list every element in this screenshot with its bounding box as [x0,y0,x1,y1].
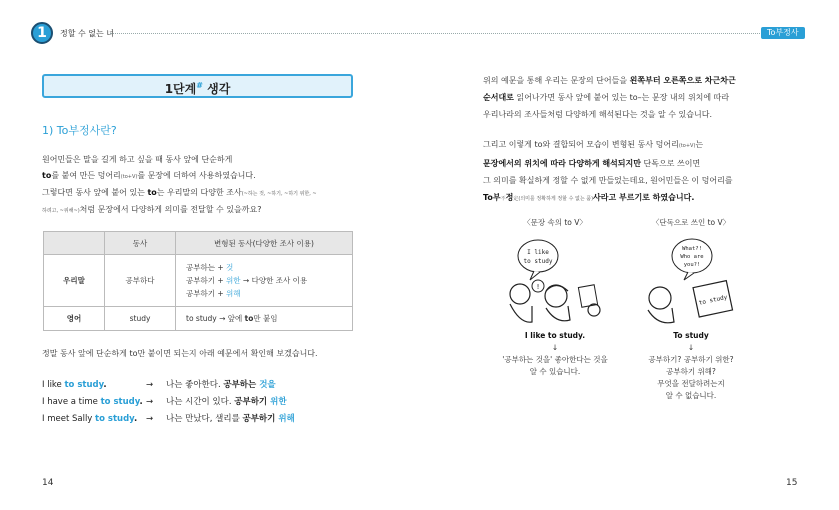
verb-comparison-table [43,231,353,331]
intro-line-2-small: (to+V) [120,174,138,180]
intro-line-4 [42,202,362,219]
intro-line-3-bold: to [147,188,157,197]
p2-text: 단독으로 쓰이면 [640,159,701,168]
panel-left-sentence: I like to study. [524,331,586,340]
p2-small: (to+V) [678,143,696,149]
variant-note: → 다양한 조사 이용 [240,276,308,285]
kid-body-1 [510,304,532,322]
example-en: I have a time [42,397,101,407]
variant-particle: 위해 [226,289,241,298]
example-en-to: to study [100,397,140,407]
row-label-korean: 우리말 [44,255,105,307]
example-ko-bold: 공부하기 [242,414,279,424]
row-variants-korean [176,255,353,307]
p2-text: 는 [695,140,704,149]
intro-line-3-a: 그렇다면 동사 앞에 붙어 있는 [42,188,148,197]
p1-bold: 순서대로 [483,93,514,102]
table-row [44,307,353,331]
table-header-row [44,232,353,255]
example-intro: 정말 동사 앞에 단순하게 to만 붙이면 되는지 아래 예문에서 확인해 보겠습니다. [42,349,318,358]
variant-particle: 것 [226,263,234,272]
variant-particle: 위한 [226,276,241,285]
panel-right-line: 알 수 없습니다. [665,391,717,400]
book-label: to study [698,293,728,307]
variant-note: 만 붙임 [253,314,278,323]
example-ko: 나는 좋아한다. [166,380,224,390]
bubble-text-2: Who are [680,254,704,260]
page-number-left: 14 [42,478,54,488]
variant-line [186,287,351,300]
example-ko-particle: 위한 [270,397,287,407]
bubble-text-1: What?! [682,246,702,252]
p2-line [483,136,783,155]
down-arrow-icon: ↓ [551,343,559,352]
panel-right-line: 무엇을 전달하려는지 [657,379,725,388]
example-en: I meet Sally [42,414,96,424]
variant-text: to study → 앞에 [186,314,245,323]
header-divider [110,33,760,34]
p1-bold: 왼쪽부터 오른쪽으로 차근차근 [629,76,736,85]
intro-line-4-small: 하려고, ~위해~) [42,208,80,214]
p2-line [483,155,783,172]
example-ko-bold: 공부하는 [223,380,260,390]
example-sentence [42,377,362,394]
panel-right-caption: 〈단독으로 쓰인 to V〉 [651,218,731,227]
page-number-right: 15 [786,478,798,488]
panel-right-line: 공부하기? 공부하기 위한? [648,355,734,364]
bubble-text-1: I like [527,249,549,256]
p1-text: 위의 예문을 통해 우리는 문장의 단어들을 [483,76,630,85]
arrow-icon: → [146,380,154,390]
variant-line [186,274,351,287]
bubble-text-3: you?! [683,262,701,268]
right-paragraph-2 [483,136,783,208]
bubble-text-2: to study [523,258,553,265]
p1-text: 읽어나가면 동사 앞에 붙어 있는 to–는 문장 내의 위치에 따라 [513,93,730,102]
table-header-cell [44,232,105,255]
intro-line-3-small: (~하는 것, ~하기, ~하기 위한, ~ [241,191,317,197]
banner-subtitle: 생각 [202,82,231,96]
intro-line-3 [42,185,362,202]
kid-head [649,287,671,309]
down-arrow-icon: ↓ [687,343,695,352]
confused-kid-illustration [626,236,756,324]
section-tag: To부정사 [761,27,805,39]
studying-kids-illustration [490,236,620,324]
example-en-end: . [103,380,107,390]
section-heading: 1) To부정사란? [42,124,117,137]
panel-left-line: 알 수 있습니다. [529,367,581,376]
row-variants-english [176,307,353,331]
intro-line-4-text: 처럼 문장에서 다양하게 의미를 전달할 수 있을까요? [79,205,262,214]
banner-mark: # [196,81,203,90]
kid-body-2 [546,306,570,321]
kid-head-1 [510,284,530,304]
intro-line-3-b: 는 우리말의 다양한 조사 [156,188,242,197]
intro-line-1: 원어민들은 말을 길게 하고 싶을 때 동사 앞에 단순하게 [42,155,233,164]
banner-title: 1단계 [164,82,197,96]
example-en-end: . [133,414,138,424]
example-list [42,377,362,428]
p2-small: 定(의미를 정확하게 정할 수 없는 품) [513,196,594,202]
p2-bold: To부 [483,193,501,202]
arrow-icon: → [146,414,154,424]
step-banner [42,74,353,98]
intro-paragraph [42,152,362,219]
p2-line [483,189,783,208]
arrow-icon: → [146,397,154,407]
variant-text: 공부하는 + [186,263,227,272]
p2-bold: 문장에서의 위치에 따라 다양하게 해석되지만 [483,159,641,168]
p2-line: 그 의미를 확실하게 정할 수 없게 만들었는데요, 원어민들은 이 덩어리를 [483,176,733,185]
p2-text: 그리고 이렇게 to와 결합되어 모습이 변형된 동사 덩어리 [483,140,679,149]
variant-to: to [244,314,254,323]
panel-left-caption: 〈문장 속의 to V〉 [523,218,587,227]
panel-right-sentence: To study [673,331,709,340]
example-ko-bold: 공부하기 [234,397,271,407]
table-row [44,255,353,307]
example-sentence [42,411,362,428]
table-header-cell: 동사 [105,232,176,255]
p1-line [483,89,783,106]
p2-small: 不 [500,196,506,202]
p2-bold: 사라고 부르기로 하였습니다. [593,193,695,202]
example-en-to: to study [95,414,134,424]
intro-line-2-end: 를 문장에 더하여 사용하였습니다. [137,171,256,180]
example-en-end: . [139,397,143,407]
panel-left-text [480,330,630,378]
panel-left-line: '공부하는 것을' 좋아한다는 것을 [502,355,608,364]
variant-line [186,261,351,274]
variant-text: 공부하기 + [186,289,227,298]
p2-bold: 정 [505,193,514,202]
panel-right-text [616,330,766,402]
row-label-english: 영어 [44,307,105,331]
right-paragraph-1 [483,72,783,123]
example-en-to: to study [64,380,104,390]
example-ko: 나는 만났다, 샐리를 [166,414,243,424]
intro-to-bold: to [42,171,52,180]
chapter-number-badge: 1 [31,22,53,44]
example-ko-particle: 위해 [278,414,295,424]
chapter-title: 정할 수 없는 너 [60,29,114,38]
example-sentence [42,394,362,411]
panel-right-line: 공부하기 위해? [666,367,716,376]
row-verb-english: study [105,307,176,331]
example-ko: 나는 시간이 있다. [166,397,235,407]
table-header-cell: 변형된 동사(다양한 조사 이용) [176,232,353,255]
p1-line: 우리나라의 조사들처럼 다양하게 해석된다는 것을 알 수 있습니다. [483,110,712,119]
example-ko-particle: 것을 [259,380,276,390]
svg-text:!: ! [536,283,540,291]
variant-text: 공부하기 + [186,276,227,285]
p1-line [483,72,783,89]
intro-line-2-text: 를 붙여 만든 덩어리 [51,171,121,180]
row-verb-korean: 공부하다 [105,255,176,307]
intro-line-2 [42,168,362,185]
example-en: I like [42,380,65,390]
kid-body [648,308,674,323]
